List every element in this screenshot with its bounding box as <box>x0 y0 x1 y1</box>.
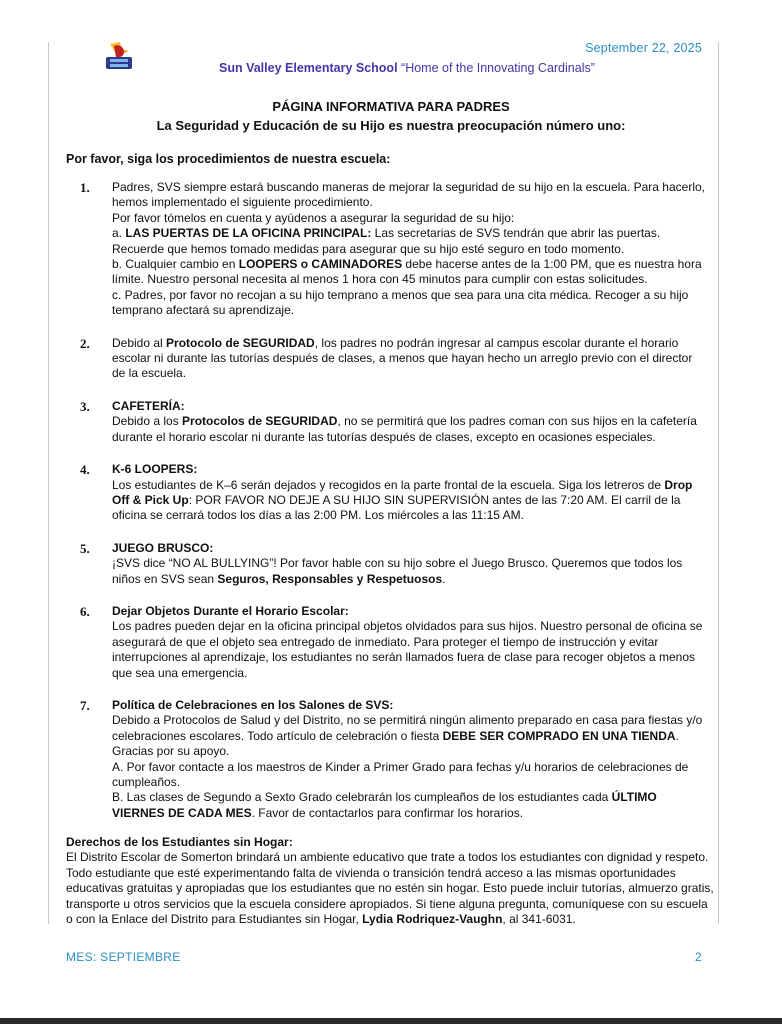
item-subpoint: c. Padres, por favor no recojan a su hijo temprano a menos que sea para una cita médica. Recoger a su hijo temprano afectará su aprendizaje. <box>112 287 689 318</box>
school-motto: “Home of the Innovating Cardinals” <box>401 61 595 75</box>
page-title: PÁGINA INFORMATIVA PARA PADRES <box>272 99 510 114</box>
right-margin-rule <box>718 42 719 924</box>
item-number: 5. <box>80 540 90 556</box>
page-number: 2 <box>695 950 702 964</box>
item-subpoint: b. Cualquier cambio en LOOPERS o CAMINADORES debe hacerse antes de la 1:00 PM, que es nuestra hora límite. Nuestro personal necesita al menos 1 hora con 45 minutos para cumplir con estas solicitudes. <box>112 257 702 287</box>
item-subpoint: a. LAS PUERTAS DE LA OFICINA PRINCIPAL: Las secretarias de SVS tendrán que abrir las puertas. Recuerde que hemos tomado medidas para asegurar que su hijo esté seguro en todo momento. <box>112 226 661 256</box>
item-subpoint: B. Las clases de Segundo a Sexto Grado celebrarán los cumpleaños de los estudiantes cada ÚLTIMO VIERNES DE CADA MES. Favor de contactarlos para confirmar los horarios. <box>112 790 657 820</box>
item-text: Debido a Protocolos de Salud y del Distrito, no se permitirá ningún alimento preparado en casa para fiestas y/o celebraciones escolares. Todo artículo de celebración o fiesta DEBE SER COMPRADO EN UNA TIENDA. Gracias por su apoyo. <box>112 713 703 759</box>
school-heading <box>219 61 595 75</box>
item-text: Padres, SVS siempre estará buscando maneras de mejorar la seguridad de su hijo en la escuela. Para hacerlo, hemos implementado el siguiente procedimiento. <box>112 180 705 210</box>
item-number: 7. <box>80 697 90 713</box>
left-margin-rule <box>48 42 49 924</box>
item-heading: Dejar Objetos Durante el Horario Escolar: <box>112 603 349 618</box>
item-number: 3. <box>80 398 90 414</box>
item-text: Debido a los Protocolos de SEGURIDAD, no se permitirá que los padres coman con sus hijos en la cafetería durante el horario escolar ni durante las tutorías después de clases, excepto en ocasiones especiales. <box>112 414 697 444</box>
item-text: Por favor tómelos en cuenta y ayúdenos a asegurar la seguridad de su hijo: <box>112 210 515 225</box>
footer-month: MES: SEPTIEMBRE <box>66 950 181 964</box>
date: September 22, 2025 <box>585 41 702 55</box>
list-item <box>80 698 706 821</box>
procedures-list <box>80 180 706 838</box>
page-subtitle: La Seguridad y Educación de su Hijo es nuestra preocupación número uno: <box>156 118 626 133</box>
section-heading: Derechos de los Estudiantes sin Hogar: <box>66 835 293 849</box>
item-text: Debido al Protocolo de SEGURIDAD, los padres no podrán ingresar al campus escolar durante el horario escolar ni durante las tutorías después de clases, a menos que hayan hecho un arreglo previo con el director de la escuela. <box>112 335 693 381</box>
item-text: Los estudiantes de K–6 serán dejados y recogidos en la parte frontal de la escuela. Siga los letreros de Drop Off & Pick Up: POR FAVOR NO DEJE A SU HIJO SIN SUPERVISIÓN antes de las 7:20 AM. El carril de la oficina se cerrará todos los días a las 2:00 PM. Los miércoles a las 11:15 AM. <box>112 477 693 523</box>
item-number: 6. <box>80 603 90 619</box>
list-item <box>80 336 706 382</box>
item-subpoint: A. Por favor contacte a los maestros de Kinder a Primer Grado para fechas y/u horarios de celebraciones de cumpleaños. <box>112 759 689 789</box>
section-text: El Distrito Escolar de Somerton brindará un ambiente educativo que trate a todos los estudiantes con dignidad y respeto. Todo estudiante que esté experimentando falta de vivienda o transición tendrá acceso a las mismas oportunidades educativas gratuitas y apropiadas que los estudiantes que no estén sin hogar. Esto puede incluir tutorías, almuerzo gratis, transporte u otros servicios que la escuela considere apropiados. Si tiene alguna pregunta, comuníquese con su escuela o con la Enlace del Distrito para Estudiantes sin Hogar, Lydia Rodriquez-Vaughn, al 341-6031. <box>66 850 714 927</box>
cardinal-logo-icon <box>104 42 136 72</box>
item-heading: Política de Celebraciones en los Salones de SVS: <box>112 697 394 712</box>
item-text: Los padres pueden dejar en la oficina principal objetos olvidados para sus hijos. Nuestro personal de oficina se asegurará de que el objeto sea entregado de inmediato. Para proteger el tiempo de instrucción y evitar interrupciones al aprendizaje, los estudiantes no serán llamados fuera de clase para recoger objetos a menos que sea una emergencia. <box>112 619 703 680</box>
item-heading: JUEGO BRUSCO: <box>112 540 214 555</box>
list-item <box>80 604 706 681</box>
item-text: ¡SVS dice “NO AL BULLYING”! Por favor hable con su hijo sobre el Juego Brusco. Queremos que todos los niños en SVS sean Seguros, Responsables y Respetuosos. <box>112 556 683 586</box>
list-item <box>80 180 706 319</box>
list-item <box>80 399 706 445</box>
intro-text: Por favor, siga los procedimientos de nuestra escuela: <box>66 152 391 166</box>
list-item <box>80 541 706 587</box>
school-name: Sun Valley Elementary School <box>219 61 398 75</box>
item-heading: CAFETERÍA: <box>112 398 185 413</box>
homeless-rights-section <box>66 835 716 927</box>
contact-name: Lydia Rodriquez-Vaughn <box>362 912 503 927</box>
item-heading: K-6 LOOPERS: <box>112 462 198 477</box>
item-number: 1. <box>80 180 90 195</box>
item-number: 4. <box>80 462 90 478</box>
bottom-edge-bar <box>0 1018 782 1024</box>
item-number: 2. <box>80 335 90 351</box>
list-item <box>80 462 706 524</box>
